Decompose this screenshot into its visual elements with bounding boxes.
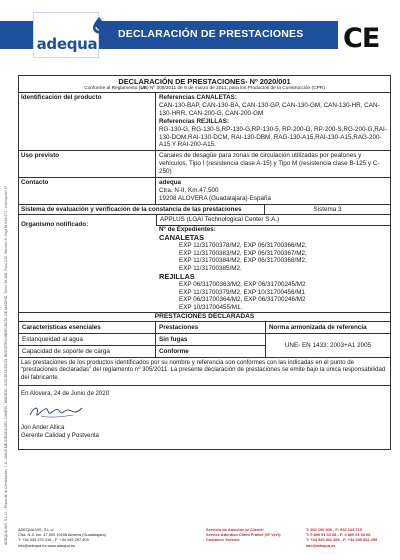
list-item: EXP 06/31700363/M2, EXP 06/31700245/M2	[179, 281, 306, 289]
footer-service-col	[206, 527, 301, 543]
title-block	[19, 76, 390, 93]
ce-mark: CE	[343, 23, 380, 54]
contact-address-2: 19208 ALOVERA (Guadalajara)-España	[159, 194, 272, 202]
contact-address-1: Ctra. N-II, Km.47,500	[159, 186, 219, 194]
drop-icon	[90, 16, 108, 34]
expedientes-label: Nº de Expedientes:	[159, 225, 216, 233]
signatory-name: Jon Ander Allica	[21, 423, 65, 431]
signatory-role: Gerente Calidad y Postventa	[21, 431, 99, 439]
notified-body-name: APPLUS (LGAI Technological Center S.A.)	[156, 215, 390, 226]
declared-performance-table	[19, 322, 390, 358]
product-row	[19, 93, 390, 151]
table-header: Características esenciales	[19, 322, 156, 334]
system-value: Sistema 3	[313, 205, 342, 213]
system-row	[19, 205, 390, 216]
footer-service-label-2: Service Attention Client France (Nº Vert):	[206, 532, 282, 538]
footer-service-phone: T: 902 190 000 - F: 902 103 715	[306, 527, 362, 532]
handwritten-signature	[27, 403, 87, 421]
header-title: DECLARACIÓN DE PRESTACIONES	[118, 28, 304, 40]
contact-label: Contacto	[19, 178, 156, 204]
system-label: Sistema de evaluación y verificación de la constancia de las prestaciones	[19, 205, 265, 215]
canaletas-ref-label: Referencias CANALETAS:	[159, 94, 237, 101]
use-value: Canales de desagüe para zonas de circulación utilizadas por peatones y vehículos. Tipo I (resistencia clase A-15) y Tipo M (resistencia clase B-125 y C-250)	[159, 152, 380, 176]
contact-company: adequa	[159, 179, 182, 187]
contact-value	[156, 178, 390, 204]
list-item: EXP 06/31700364/M2, EXP 06/31700246/M2	[179, 296, 306, 304]
footer-service-email: sac@adequa.es	[306, 542, 336, 548]
table-header: Prestaciones	[156, 322, 266, 334]
rejillas-ref-label: Referencias REJILLAS:	[159, 117, 229, 125]
footer-address: Ctra. N-II, km. 47,500 19208 Alovera (Guadalajara)	[18, 532, 107, 538]
conformity-notes	[19, 358, 390, 386]
table-cell: Capacidad de soporte de carga	[19, 346, 156, 358]
document-title: DECLARACIÓN DE PRESTACIONES- Nº 2020/001	[118, 77, 291, 86]
table-cell: Estanqueidad al agua	[19, 334, 156, 346]
list-item: EXP 11/31700379/M2, EXP 10/31700456/M1	[179, 288, 306, 296]
footer-company-col	[18, 527, 168, 548]
page-footer	[18, 527, 391, 553]
notified-body-row	[19, 215, 390, 312]
rejillas-group-label: REJILLAS	[159, 271, 195, 281]
company-logo	[33, 12, 99, 58]
footer-email: info@adequa.es www.adequa.es	[18, 542, 75, 548]
list-item: EXP 11/31700385/M2.	[179, 264, 242, 272]
registry-side-text: ADEQUA WS, S.L.U. - Plaza de la Constitución, 7-8 - 28840 MEJORADA DEL CAMPO - MADRID - INSCRITA EN EL REGISTRO MERCANTIL DE MADRID, Tomo 36.108, Folio 135, Sección 8, Hoja M-649.077 - Inscripción 1ª	[4, 186, 8, 545]
footer-phone: T: +34 949 270 316 - F: +34 949 297 409	[18, 537, 89, 543]
harmonized-norm: UNE- EN 1433: 2003+A1 2005	[266, 334, 390, 358]
signature-date: En Alovera, 24 de Junio de 2020	[21, 389, 110, 397]
footer-service-phone-2: T: 0 800 91 03 68 - F: 0 800 91 03 66	[306, 532, 371, 538]
canaletas-exp-list	[159, 242, 387, 272]
table-header: Norma armonizada de referencia	[266, 322, 390, 334]
footer-company: ADEQUA WS, S.L.U.	[18, 527, 55, 532]
declared-performance-title: PRESTACIONES DECLARADAS	[19, 313, 390, 322]
document-subtitle: Conforme al Reglamento (UE) Nº 305/2011 de 9 de marzo de 2011, para los Productos de la Construcción (CPR)	[84, 86, 325, 91]
footer-service-label: Servicio de Atención al Cliente:	[206, 527, 265, 532]
notified-body-label: Organismo notificado:	[21, 221, 89, 229]
table-cell: Sin fugas	[156, 334, 266, 346]
use-label: Uso previsto	[19, 151, 156, 177]
contact-row	[19, 178, 390, 205]
rejillas-exp-list	[159, 281, 387, 311]
list-item: EXP 11/31700383/M2, EXP 06/31700367/M2,	[179, 249, 307, 257]
product-value	[156, 93, 390, 150]
table-cell: Conforme	[156, 346, 266, 358]
note-text: Las prestaciones de los productos identificados por su nombre y referencia son conformes con las indicadas en el punto de “prestaciones declaradas” del reglamento nº 305/2011.	[21, 358, 354, 374]
rejillas-refs: RG-130-G, RG-130-S,RP-130-G,RP-130-5, RP-200-G, RP-200-S,RG-200-G,RAI-130-DOM,RAI-130-DCM, RAI-130-DBM, RAG-130-A15,RAI-130-A15,RAG-200-A15 Y RAI-200-A15.	[159, 125, 387, 149]
list-item: EXP 10/31700455/M1.	[179, 303, 243, 311]
product-label: Identificación del producto	[19, 93, 156, 150]
use-row	[19, 151, 390, 178]
list-item: EXP 11/31700378/M2, EXP 06/31700366/M2,	[179, 242, 307, 250]
footer-service-phone-3: T: +34 949 831 459 - F: +34 949 831 459	[306, 537, 378, 543]
notified-body-value	[156, 215, 390, 311]
signature-block	[19, 386, 390, 449]
list-item: EXP 11/31700384/M2, EXP 06/31700368/M2,	[179, 257, 307, 265]
footer-service-label-3: Customer Service:	[206, 537, 241, 543]
footer-service-contact-col	[306, 527, 391, 548]
note-text: La presente declaración de prestaciones se emite bajo la única responsabilidad del fabricante.	[21, 366, 386, 382]
canaletas-refs: CAN-130-BAP, CAN-130-BA, CAN-130-GP, CAN-130-GM, CAN-130-HR, CAN-130-HRR, CAN-200-G, CAN-200-GM	[159, 101, 380, 117]
declaration-document	[18, 75, 391, 450]
canaletas-group-label: CANALETAS	[159, 232, 205, 242]
logo-wordmark: adequa	[36, 35, 98, 53]
